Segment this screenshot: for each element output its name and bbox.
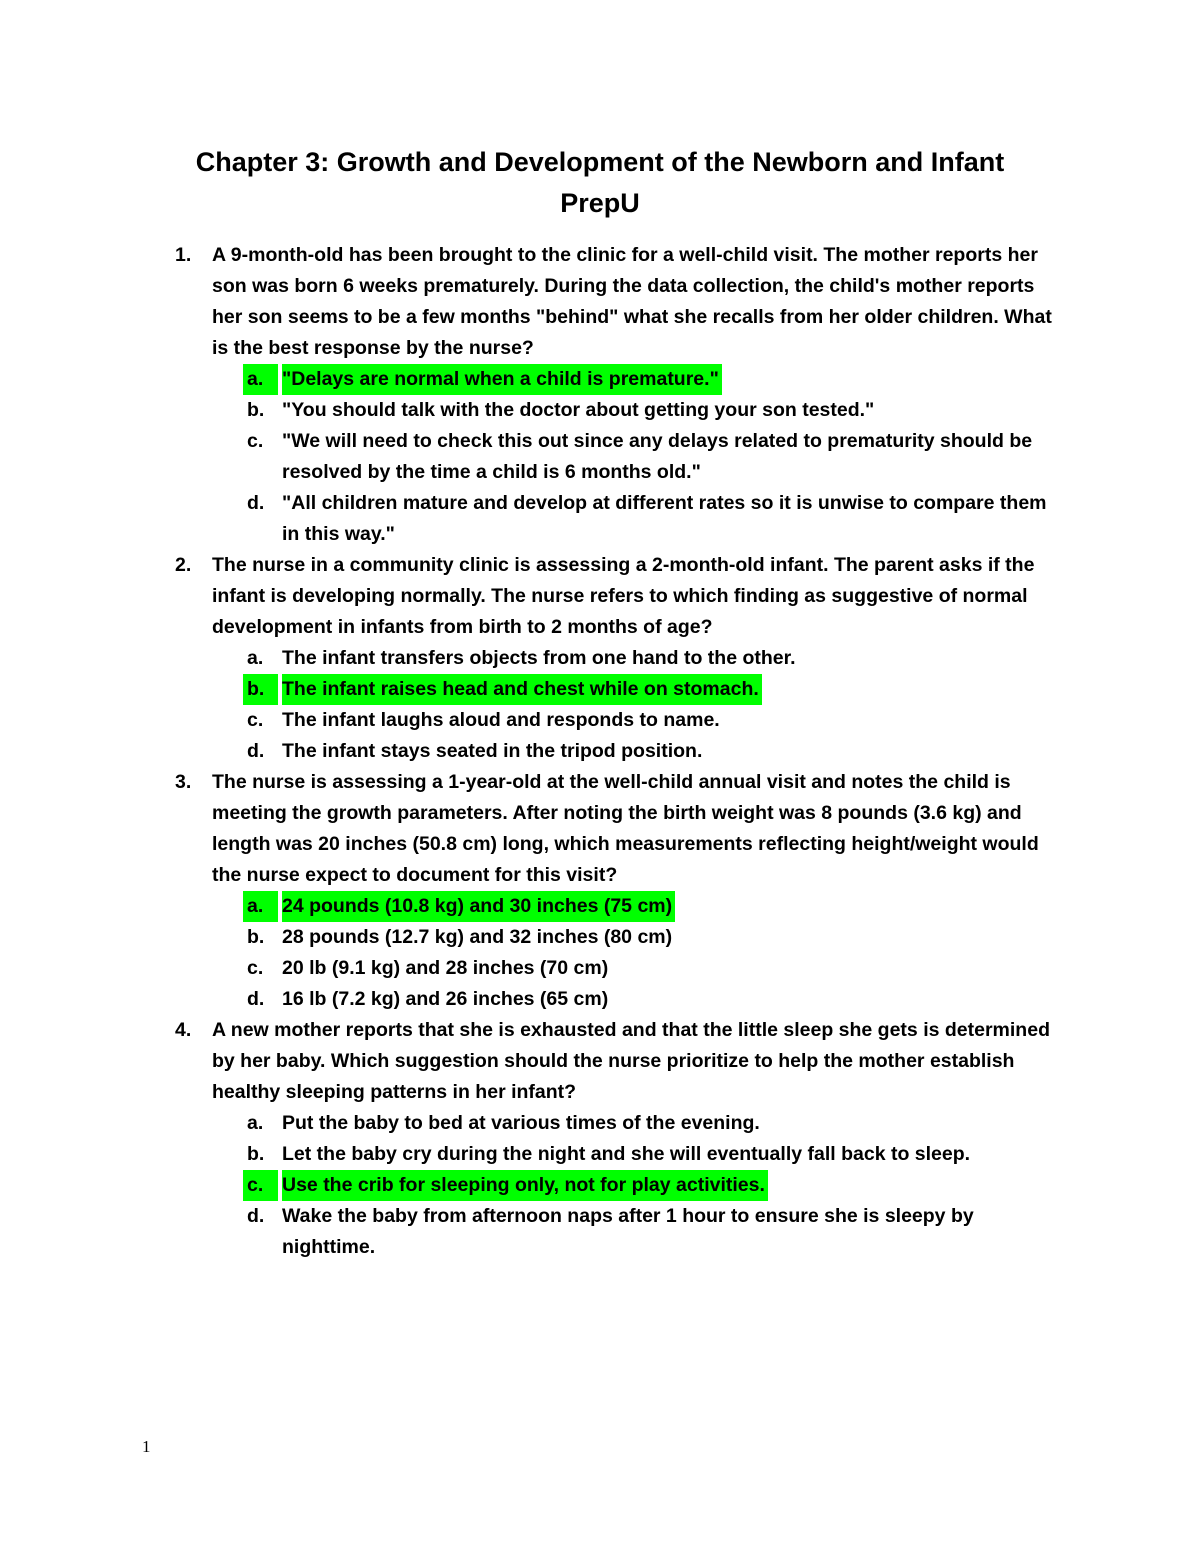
- option-letter: c.: [247, 957, 264, 979]
- option-4d: [0, 1201, 1200, 1263]
- option-letter: d.: [247, 988, 265, 1010]
- question-number: 4.: [175, 1019, 192, 1041]
- question-number: 1.: [175, 244, 192, 266]
- option-3d: [0, 984, 1200, 1015]
- option-list: [0, 1108, 1200, 1263]
- title-line-2: PrepU: [560, 188, 640, 218]
- option-letter: d.: [247, 492, 265, 514]
- option-1a: [0, 364, 1200, 395]
- option-1b: [0, 395, 1200, 426]
- question-4: [0, 1015, 1200, 1263]
- question-1: [0, 240, 1200, 550]
- option-letter: b.: [243, 674, 278, 705]
- option-list: [0, 364, 1200, 550]
- option-letter: b.: [247, 399, 265, 421]
- question-number: 3.: [175, 771, 192, 793]
- option-4b: [0, 1139, 1200, 1170]
- option-text: 28 pounds (12.7 kg) and 32 inches (80 cm): [282, 926, 673, 948]
- option-letter: a.: [247, 647, 264, 669]
- option-text: "We will need to check this out since any delays related to prematurity should be resolved by the time a child is 6 months old.": [282, 430, 1033, 483]
- option-letter: c.: [243, 1170, 278, 1201]
- option-4a: [0, 1108, 1200, 1139]
- option-3c: [0, 953, 1200, 984]
- question-list: [0, 240, 1200, 1263]
- option-letter: c.: [247, 709, 264, 731]
- question-text: The nurse is assessing a 1-year-old at the well-child annual visit and notes the child is meeting the growth parameters. After noting the birth weight was 8 pounds (3.6 kg) and length was 20 inches (50.8 cm) long, which measurements reflecting height/weight would the nurse expect to document for this visit?: [212, 771, 1039, 886]
- option-text-correct: "Delays are normal when a child is premature.": [282, 364, 722, 395]
- option-2c: [0, 705, 1200, 736]
- option-text: "All children mature and develop at different rates so it is unwise to compare them in this way.": [282, 492, 1047, 545]
- page-title: [150, 142, 1050, 224]
- title-line-1: Chapter 3: Growth and Development of the Newborn and Infant: [195, 147, 1005, 177]
- option-3b: [0, 922, 1200, 953]
- option-text-correct: Use the crib for sleeping only, not for play activities.: [282, 1170, 768, 1201]
- option-letter: b.: [247, 1143, 265, 1165]
- option-text: Wake the baby from afternoon naps after 1 hour to ensure she is sleepy by nighttime.: [282, 1205, 974, 1258]
- option-text: "You should talk with the doctor about getting your son tested.": [282, 399, 875, 421]
- option-text: 20 lb (9.1 kg) and 28 inches (70 cm): [282, 957, 609, 979]
- option-text: The infant transfers objects from one hand to the other.: [282, 647, 796, 669]
- option-letter: d.: [247, 1205, 265, 1227]
- option-2b: [0, 674, 1200, 705]
- option-letter: a.: [243, 891, 278, 922]
- option-1c: [0, 426, 1200, 488]
- option-4c: [0, 1170, 1200, 1201]
- option-text: Put the baby to bed at various times of the evening.: [282, 1112, 760, 1134]
- option-list: [0, 891, 1200, 1015]
- option-text-correct: The infant raises head and chest while on stomach.: [282, 674, 762, 705]
- option-letter: a.: [243, 364, 278, 395]
- option-text: 16 lb (7.2 kg) and 26 inches (65 cm): [282, 988, 609, 1010]
- option-text: The infant stays seated in the tripod position.: [282, 740, 703, 762]
- question-number: 2.: [175, 554, 192, 576]
- option-1d: [0, 488, 1200, 550]
- option-letter: c.: [247, 430, 264, 452]
- page-number: 1: [142, 1437, 151, 1456]
- option-letter: a.: [247, 1112, 264, 1134]
- option-letter: b.: [247, 926, 265, 948]
- option-text-correct: 24 pounds (10.8 kg) and 30 inches (75 cm): [282, 891, 675, 922]
- question-3: [0, 767, 1200, 1015]
- option-2d: [0, 736, 1200, 767]
- question-2: [0, 550, 1200, 767]
- question-text: The nurse in a community clinic is assessing a 2-month-old infant. The parent asks if the infant is developing normally. The nurse refers to which finding as suggestive of normal development in infants from birth to 2 months of age?: [212, 554, 1035, 638]
- option-letter: d.: [247, 740, 265, 762]
- question-text: A new mother reports that she is exhausted and that the little sleep she gets is determined by her baby. Which suggestion should the nurse prioritize to help the mother establish healthy sleeping patterns in her infant?: [212, 1019, 1050, 1103]
- option-text: The infant laughs aloud and responds to name.: [282, 709, 720, 731]
- option-3a: [0, 891, 1200, 922]
- question-text: A 9-month-old has been brought to the clinic for a well-child visit. The mother reports her son was born 6 weeks prematurely. During the data collection, the child's mother reports her son seems to be a few months "behind" what she recalls from her older children. What is the best response by the nurse?: [212, 244, 1052, 359]
- option-2a: [0, 643, 1200, 674]
- option-text: Let the baby cry during the night and she will eventually fall back to sleep.: [282, 1143, 971, 1165]
- option-list: [0, 643, 1200, 767]
